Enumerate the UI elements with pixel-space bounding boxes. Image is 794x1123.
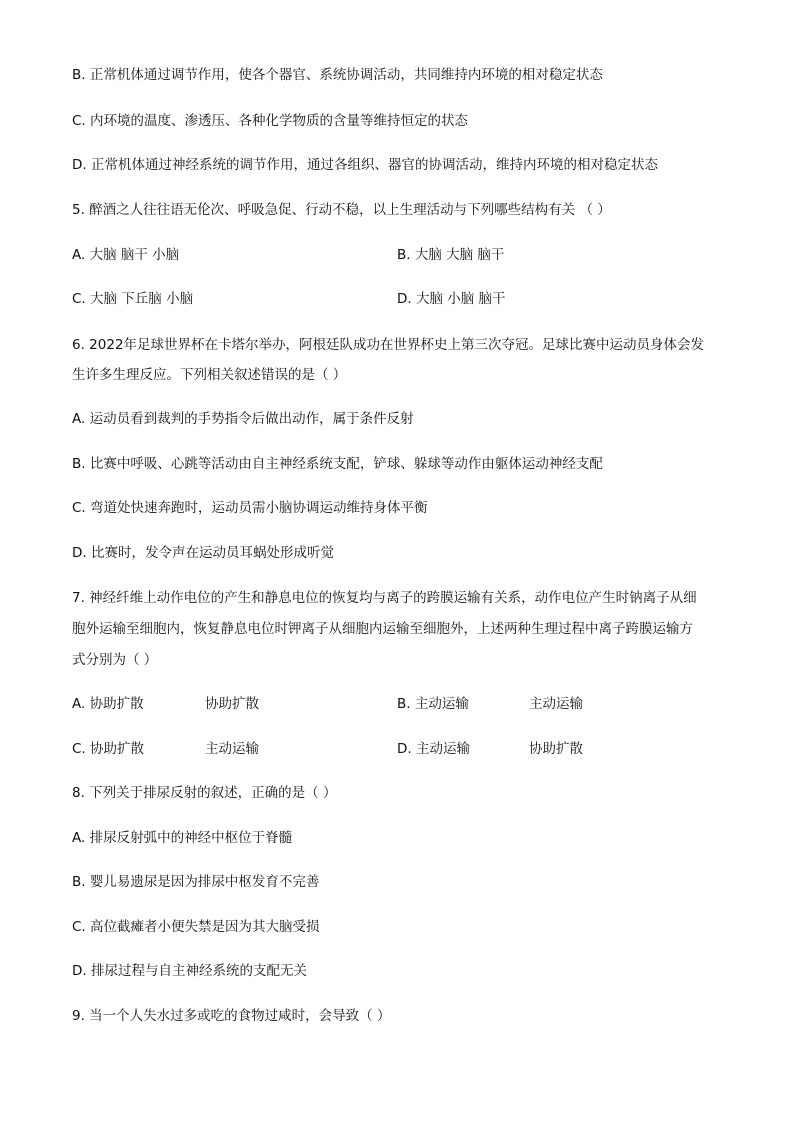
q5-option-d: D. 大脑 小脑 脑干 xyxy=(397,291,506,307)
q7-option-c-label: C. 协助扩散 xyxy=(72,741,145,757)
q9-stem: 9. 当一个人失水过多或吃的食物过咸时，会导致（ ） xyxy=(72,1008,391,1024)
q7-option-c-value: 主动运输 xyxy=(205,741,259,757)
q8-option-b: B. 婴儿易遗尿是因为排尿中枢发育不完善 xyxy=(72,874,320,890)
q8-option-d: D. 排尿过程与自主神经系统的支配无关 xyxy=(72,963,307,979)
q6-option-b: B. 比赛中呼吸、心跳等活动由自主神经系统支配，铲球、躲球等动作由躯体运动神经支配 xyxy=(72,456,603,472)
q7-option-d-label: D. 主动运输 xyxy=(397,741,470,757)
q6-option-d: D. 比赛时，发令声在运动员耳蜗处形成听觉 xyxy=(72,545,334,561)
q4-option-d: D. 正常机体通过神经系统的调节作用，通过各组织、器官的协调活动，维持内环境的相对稳定状态 xyxy=(72,157,658,173)
q4-option-c: C. 内环境的温度、渗透压、各种化学物质的含量等维持恒定的状态 xyxy=(72,113,469,129)
q8-option-a: A. 排尿反射弧中的神经中枢位于脊髓 xyxy=(72,830,293,846)
q6-option-c: C. 弯道处快速奔跑时，运动员需小脑协调运动维持身体平衡 xyxy=(72,500,428,516)
q7-option-a-value: 协助扩散 xyxy=(205,696,259,712)
q7-option-b-value: 主动运输 xyxy=(529,696,583,712)
q5-option-b: B. 大脑 大脑 脑干 xyxy=(397,247,505,263)
q8-stem: 8. 下列关于排尿反射的叙述，正确的是（ ） xyxy=(72,785,337,801)
q5-option-a: A. 大脑 脑干 小脑 xyxy=(72,247,180,263)
q8-option-c: C. 高位截瘫者小便失禁是因为其大脑受损 xyxy=(72,919,320,935)
q7-option-b-label: B. 主动运输 xyxy=(397,696,469,712)
q4-option-b: B. 正常机体通过调节作用，使各个器官、系统协调活动，共同维持内环境的相对稳定状态 xyxy=(72,67,603,83)
q6-stem-line2: 生许多生理反应。下列相关叙述错误的是（ ） xyxy=(72,367,347,383)
q7-stem-line1: 7. 神经纤维上动作电位的产生和静息电位的恢复均与离子的跨膜运输有关系，动作电位产生时钠离子从细 xyxy=(72,590,697,606)
q7-stem-line3: 式分别为（ ） xyxy=(72,652,158,668)
q5-option-c: C. 大脑 下丘脑 小脑 xyxy=(72,291,194,307)
q7-option-a-label: A. 协助扩散 xyxy=(72,696,144,712)
q6-stem-line1: 6. 2022年足球世界杯在卡塔尔举办，阿根廷队成功在世界杯史上第三次夺冠。足球比赛中运动员身体会发 xyxy=(72,337,705,353)
q5-stem: 5. 醉酒之人往往语无伦次、呼吸急促、行动不稳，以上生理活动与下列哪些结构有关 （ ） xyxy=(72,202,611,218)
q6-option-a: A. 运动员看到裁判的手势指令后做出动作，属于条件反射 xyxy=(72,411,414,427)
q7-stem-line2: 胞外运输至细胞内，恢复静息电位时钾离子从细胞内运输至细胞外，上述两种生理过程中离子跨膜运输方 xyxy=(72,621,693,637)
q7-option-d-value: 协助扩散 xyxy=(529,741,583,757)
